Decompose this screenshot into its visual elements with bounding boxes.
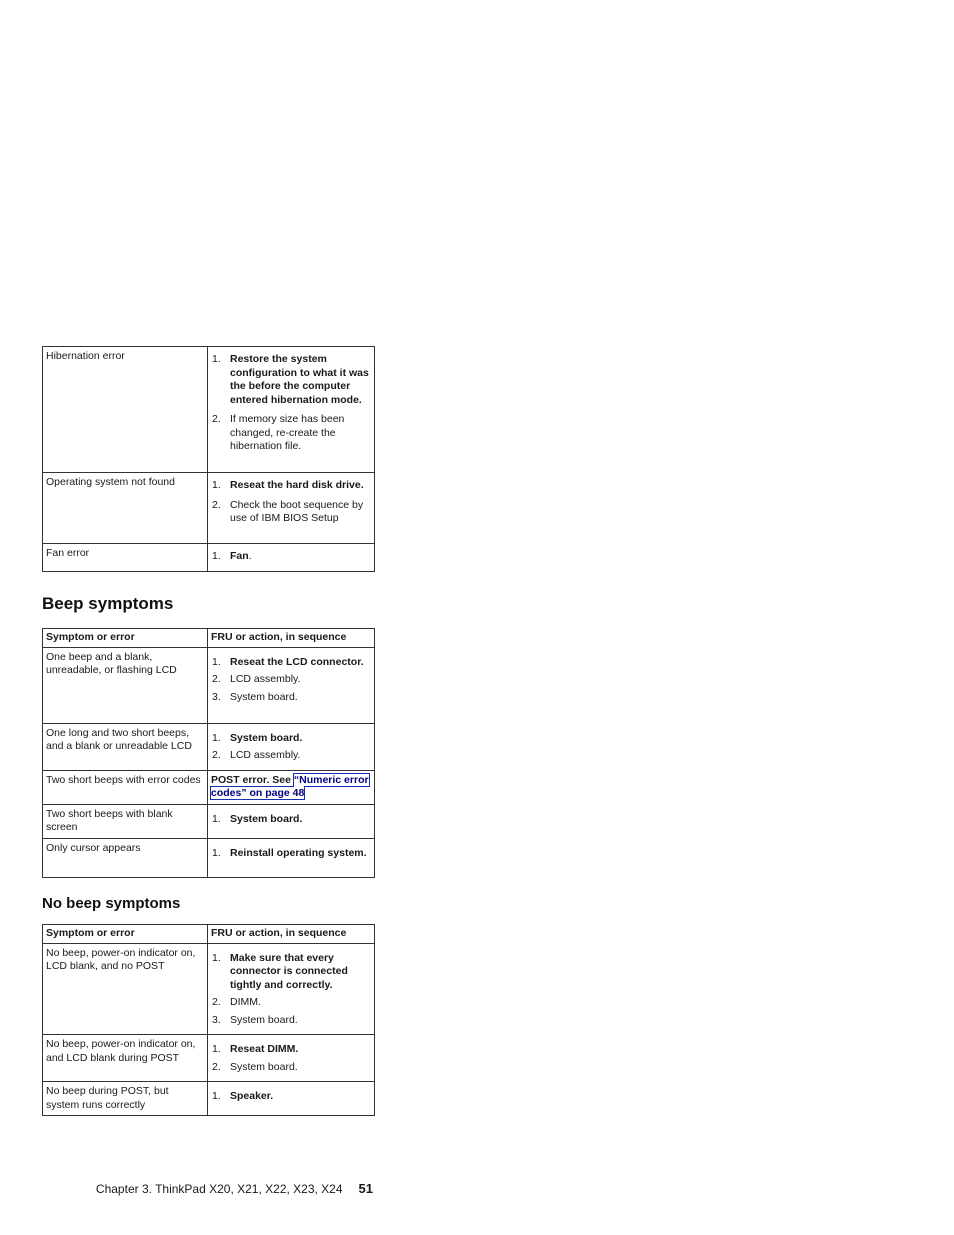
action-list [211,813,371,827]
action-cell [208,544,375,572]
symptom-cell: No beep during POST, but system runs correctly [43,1082,208,1116]
beep-symptoms-table [42,628,375,878]
error-symptoms-table [42,346,375,572]
no-beep-symptoms-table [42,924,375,1116]
list-item: 2. If memory size has been changed, re-create the hibernation file. [212,413,345,452]
symptom-cell: Operating system not found [43,473,208,544]
symptom-cell: One long and two short beeps, and a blank or unreadable LCD [43,723,208,770]
page-number: 51 [358,1181,373,1196]
action-list [211,952,371,1028]
table-row [43,347,375,473]
table-row [43,473,375,544]
list-item: 2. LCD assembly. [212,673,301,685]
list-item: 1. Speaker. [212,1090,274,1102]
action-cell [208,723,375,770]
list-item: 3. System board. [212,690,298,703]
beep-symptoms-heading: Beep symptoms [42,594,174,613]
action-list [211,732,371,763]
column-header-symptom: Symptom or error [43,925,208,944]
table-row [43,1035,375,1082]
action-list [211,353,371,454]
action-cell [208,473,375,544]
post-error-text: POST error. See [211,773,294,786]
table-header-row [43,629,375,648]
action-cell [208,770,375,804]
post-error-note [211,773,371,801]
list-item: 2. LCD assembly. [212,749,301,761]
table-row [43,1082,375,1116]
symptom-cell: Two short beeps with error codes [43,770,208,804]
list-item: 1. System board. [212,731,303,744]
symptom-cell: Hibernation error [43,347,208,473]
symptom-cell: No beep, power-on indicator on, and LCD blank during POST [43,1035,208,1082]
list-item: 2. DIMM. [212,996,261,1008]
action-list [211,479,371,526]
action-cell [208,1035,375,1082]
list-item: 3. System board. [212,1013,298,1026]
action-list [211,1090,371,1104]
symptom-cell: Fan error [43,544,208,572]
list-item: 1. Make sure that every connector is connected tightly and correctly. [212,951,348,991]
table-header-row [43,925,375,944]
table-row [43,544,375,572]
list-item: 2. Check the boot sequence by use of IBM BIOS Setup [212,498,364,524]
list-item: 1. Reseat the LCD connector. [212,655,364,668]
column-header-action: FRU or action, in sequence [208,629,375,648]
column-header-symptom: Symptom or error [43,629,208,648]
action-cell [208,1082,375,1116]
action-cell [208,804,375,838]
list-item: 1. Reinstall operating system. [212,846,367,859]
page-footer [0,1181,373,1196]
table-row [43,723,375,770]
column-header-action: FRU or action, in sequence [208,925,375,944]
table-row [43,943,375,1035]
numeric-error-codes-link[interactable]: “Numeric error codes” on page 48 [211,773,369,799]
action-list [211,1043,371,1074]
table-row [43,838,375,877]
symptom-cell: Two short beeps with blank screen [43,804,208,838]
no-beep-symptoms-heading: No beep symptoms [42,895,181,912]
symptom-cell: One beep and a blank, unreadable, or flashing LCD [43,647,208,723]
list-item: 2. System board. [212,1060,298,1073]
action-list [211,656,371,705]
list-item: 1. Reseat the hard disk drive. [212,479,364,491]
action-list [211,550,371,564]
table-row [43,770,375,804]
symptom-cell: Only cursor appears [43,838,208,877]
list-item: 1. System board. [212,812,303,825]
action-cell [208,838,375,877]
symptom-cell: No beep, power-on indicator on, LCD blank, and no POST [43,943,208,1035]
list-item: 1. Fan. [212,550,252,562]
action-cell [208,647,375,723]
action-cell [208,943,375,1035]
chapter-title: Chapter 3. ThinkPad X20, X21, X22, X23, X24 [95,1182,343,1196]
list-item: 1. Restore the system configuration to what it was the before the computer entered hibernation mode. [212,353,369,406]
table-row [43,804,375,838]
action-cell [208,347,375,473]
list-item: 1. Reseat DIMM. [212,1043,299,1055]
table-row [43,647,375,723]
action-list [211,847,371,861]
